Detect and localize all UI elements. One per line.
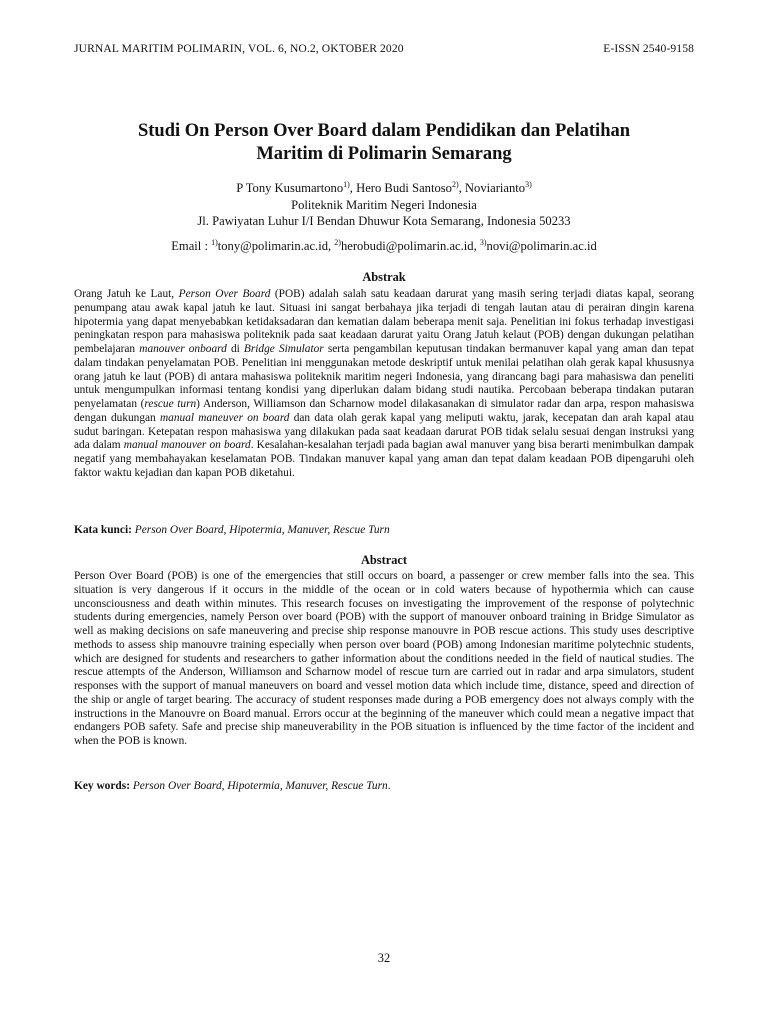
abstrak-italic: Person Over Board [178,288,271,300]
abstrak-text: . Kesalahan-kesalahan terjadi pada bagian awal manuver yang bisa berarti menimbulkan dampak negatif yang membahayakan keselamatan POB. Tindakan manuver kapal yang aman dan tepat dalam keadaan POB dipengaruhi oleh faktor waktu kejadian dan kapan POB diketahui. [74,439,694,479]
author-sep-2: , [458,181,465,195]
author-sep-1: , [349,181,357,195]
abstrak-italic: manual manouver on board [123,439,251,452]
email-3: novi@polimarin.ac.id [486,239,597,253]
author-2-mark: 2) [451,179,459,189]
abstrak-italic: manual maneuver on board [159,411,290,424]
title-line-2: Maritim di Polimarin Semarang [256,144,512,164]
abstrak-italic: Bridge Simulator [243,343,324,355]
address: Jl. Pawiyatan Luhur I/I Bendan Dhuwur Kota Semarang, Indonesia 50233 [197,214,571,228]
title-line-1: Studi On Person Over Board dalam Pendidikan dan Pelatihan [137,121,631,141]
author-2: Hero Budi Santoso [356,181,452,195]
email-1: tony@polimarin.ac.id, [217,239,335,253]
abstrak-italic: manouver onboard [139,343,227,355]
author-block [74,180,694,230]
abstrak-text: (POB) adalah salah satu keadaan darurat yang masih sering terjadi diatas kapal, seorang penumpang atau awak kapal jatuh ke laut. Situasi ini sangat berbahaya jika terjadi di tengah lautan atau di perairan dingin karena hipotermia yang dapat menyebabkan ketidaksadaran dan kematian dalam beberapa menit saja. Penelitian ini fokus terhadap investigasi peningkatan respon para mahasiswa politeknik pada saat keadaan darurat yaitu Orang Jatuh kelaut (POB) dengan dukungan pelatihan pembelajaran [74,288,694,355]
author-list [74,180,694,197]
abstrak-text: ) Anderson, Williamson dan Scharnow model dilakasanakan di simulator radar dan arpa, respon mahasiswa dengan dukungan [74,398,694,424]
institution: Politeknik Maritim Negeri Indonesia [291,197,477,212]
author-3: Noviarianto [464,181,526,195]
kata-kunci [74,524,694,536]
abstrak-text: di [226,343,244,355]
abstrak-text: serta pengambilan keputusan tindakan bermanuver kapal yang aman dan tepat dalam tindakan penyelamatan POB. Penelitian ini menggunakan metode deskriptif untuk menilai pelatihan olah gerak kapal khususnya orang jatuh ke laut (POB) di antara mahasiswa politeknik maritim negeri Indonesia, yang dirancang bagi para mahasiswa dan peneliti untuk mengumpulkan informasi tentang kondisi yang diperlukan dalam bidang studi nautika. Percobaan beberapa tindakan putaran penyelamatan ( [74,343,695,410]
page-number: 32 [377,951,391,965]
abstrak-body [74,288,694,481]
abstrak-text: dan data olah gerak kapal yang meliputi waktu, jarak, kecepatan dan arah kapal atau sudut baringan. Ketepatan respon mahasiswa yang dilakukan pada saat keadaan darurat POB tidak selalu sesuai dengan instruksi yang ada dalam [74,411,694,452]
abstrak-italic: rescue turn [144,398,197,410]
running-header [74,42,694,55]
email-line [74,239,694,254]
abstrak-heading: Abstrak [362,270,406,284]
author-1: P Tony Kusumartono [236,181,344,195]
paper-title [74,120,694,166]
key-words [74,780,694,792]
abstract-heading: Abstract [360,553,408,567]
key-words-value: Person Over Board, Hipotermia, Manuver, Rescue Turn [130,780,388,792]
key-words-label: Key words: [74,780,130,792]
kata-kunci-label: Kata kunci: [74,524,132,536]
kata-kunci-value: Person Over Board, Hipotermia, Manuver, Rescue Turn [131,524,390,536]
email-1-mark: 1) [211,237,218,247]
abstract-body: Person Over Board (POB) is one of the emergencies that still occurs on board, a passenger or crew member falls into the sea. This situation is very dangerous if it occurs in the middle of the ocean or in cold waters because of hypothermia which can cause unconsciousness and death within minutes. This research focuses on investigating the improvement of the response of polytechnic students during emergencies, namely Person over board (POB) with the support of manouver onboard training in Bridge Simulator as well as making decisions on safe maneuvering and precise ship response manouvre in POB rescue actions. This study uses descriptive methods to assess ship manouvre training especially when person over board (POB) among Indonesian maritime polytechnic students, which are designed for students and researchers to gather information about the conditions needed in the field of nautical studies. The rescue attempts of the Anderson, Williamson and Scharnow model of rescue turn are carried out in radar and arpa simulators, student responses with the support of manual maneuvers on board and vessel motion data which include time, distance, speed and direction of the ship or angle of target bearing. The accuracy of student responses made during a POB emergency does not always comply with the instructions in the Manouvre on Board manual. Errors occur at the beginning of the maneuver which could mean a negative impact that endangers POB safety. Safe and precise ship maneuverability in the POB situation is influenced by the time factor of the incident and when the POB is known. [74,570,694,747]
issn: E-ISSN 2540-9158 [603,42,694,55]
email-2: herobudi@polimarin.ac.id, [340,239,480,253]
email-2-mark: 2) [334,237,341,247]
key-words-end: . [387,780,391,792]
abstrak-text: Orang Jatuh ke Laut, [74,288,179,300]
author-3-mark: 3) [525,179,532,189]
email-3-mark: 3) [479,237,487,247]
journal-name: JURNAL MARITIM POLIMARIN, VOL. 6, NO.2, OKTOBER 2020 [74,42,404,55]
email-prefix: Email : [171,239,212,253]
author-1-mark: 1) [343,179,350,189]
